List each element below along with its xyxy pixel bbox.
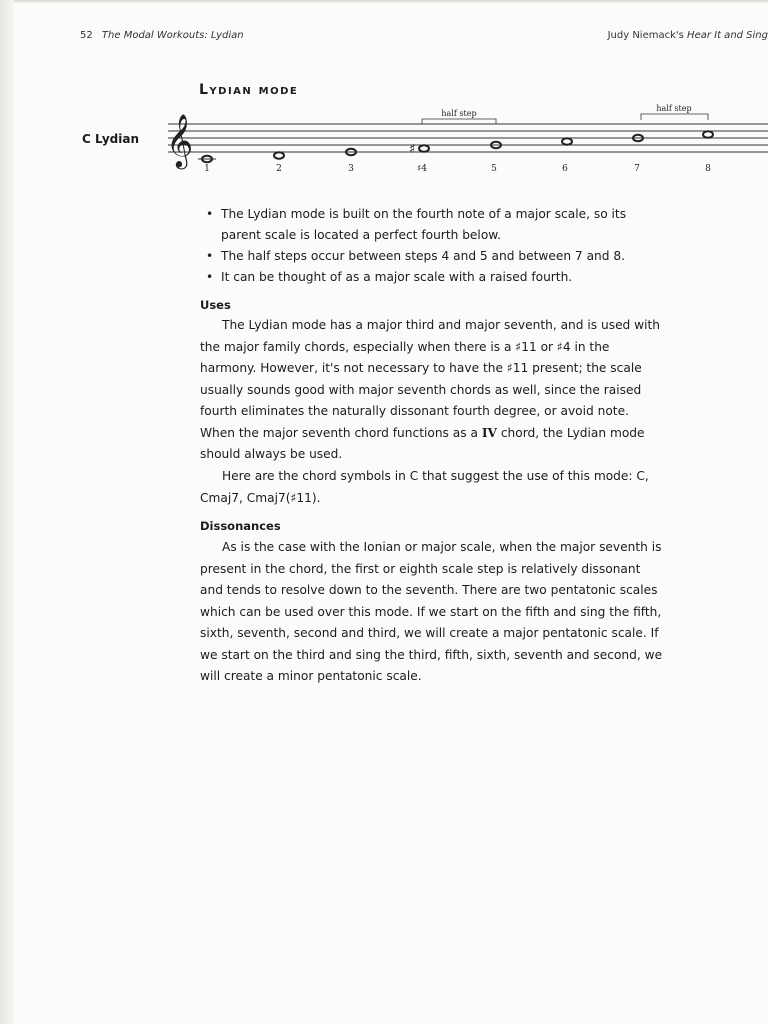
staff-lines bbox=[168, 124, 768, 152]
book-author: Judy Niemack's bbox=[607, 30, 684, 41]
mode-title: Lydian mode bbox=[199, 82, 299, 98]
list-item: • The half steps occur between steps 4 and 5 and between 7 and 8. bbox=[206, 249, 625, 263]
step-label: 7 bbox=[634, 164, 640, 174]
uses-text: chord, the Lydian mode should always be used. bbox=[200, 425, 645, 461]
dissonances-paragraph bbox=[200, 537, 665, 688]
uses-paragraph-2 bbox=[200, 466, 665, 509]
note-4 bbox=[419, 145, 429, 151]
step-label: 1 bbox=[204, 164, 210, 174]
bullet-text: The Lydian mode is built on the fourth note of a major scale, so its parent scale is located a perfect fourth below. bbox=[221, 207, 627, 242]
page-number: 52 bbox=[80, 30, 93, 41]
dissonances-heading: Dissonances bbox=[200, 519, 281, 533]
note-6 bbox=[562, 138, 572, 144]
uses-text: The Lydian mode has a major third and major seventh, and is used with the major family chords, especially when there is a ♯11 or ♯4 in the harmony. However, it's not necessary to have the ♯11 present; the scale usually sounds good with major seventh chords as well, since the raised fourth eliminates the naturally dissonant fourth degree, or avoid note. When the major seventh chord functions as a bbox=[200, 318, 661, 440]
book-title: Hear It and Sing bbox=[687, 30, 768, 41]
bullet-text: The half steps occur between steps 4 and 5 and between 7 and 8. bbox=[221, 249, 625, 263]
page-top-edge bbox=[14, 0, 768, 4]
uses-paragraph-1 bbox=[200, 315, 665, 466]
note-2 bbox=[274, 152, 284, 158]
step-label: 8 bbox=[705, 164, 711, 174]
roman-numeral: IV bbox=[481, 425, 497, 440]
treble-clef-icon: 𝄞 bbox=[166, 113, 194, 167]
half-step-label: half step bbox=[441, 109, 477, 118]
list-item: • The Lydian mode is built on the fourth note of a major scale, so its parent scale is located a perfect fourth below. bbox=[206, 207, 627, 242]
half-step-bracket bbox=[422, 119, 496, 124]
step-label: 6 bbox=[562, 164, 568, 174]
list-item: • It can be thought of as a major scale with a raised fourth. bbox=[206, 270, 573, 284]
step-label: 2 bbox=[276, 164, 282, 174]
step-label: 3 bbox=[348, 164, 354, 174]
running-head-left bbox=[80, 30, 244, 41]
bullet-text: It can be thought of as a major scale with a raised fourth. bbox=[221, 270, 573, 284]
note-8 bbox=[703, 131, 713, 137]
uses-heading: Uses bbox=[200, 298, 231, 312]
dissonances-text: As is the case with the Ionian or major scale, when the major seventh is present in the chord, the first or eighth scale step is relatively dissonant and tends to resolve down to the seventh. There are two pentatonic scales which can be used over this mode. If we start on the fifth and sing the fifth, sixth, seventh, second and third, we will create a major pentatonic scale. If we start on the third and sing the third, fifth, sixth, seventh and second, we will create a minor pentatonic scale. bbox=[200, 540, 663, 683]
staff-label: C Lydian bbox=[82, 132, 139, 146]
sharp-icon: ♯ bbox=[409, 142, 416, 157]
page-binding-edge bbox=[0, 0, 14, 1024]
running-head-right bbox=[608, 30, 768, 41]
music-staff bbox=[160, 104, 768, 180]
half-step-label: half step bbox=[656, 104, 692, 113]
bullet-list bbox=[206, 204, 666, 288]
uses-text: Here are the chord symbols in C that suggest the use of this mode: C, Cmaj7, Cmaj7(♯11). bbox=[200, 469, 649, 505]
step-label: 5 bbox=[491, 164, 497, 174]
chapter-title: The Modal Workouts: Lydian bbox=[101, 30, 244, 41]
half-step-bracket bbox=[641, 114, 708, 120]
step-label: ♯4 bbox=[416, 164, 428, 174]
